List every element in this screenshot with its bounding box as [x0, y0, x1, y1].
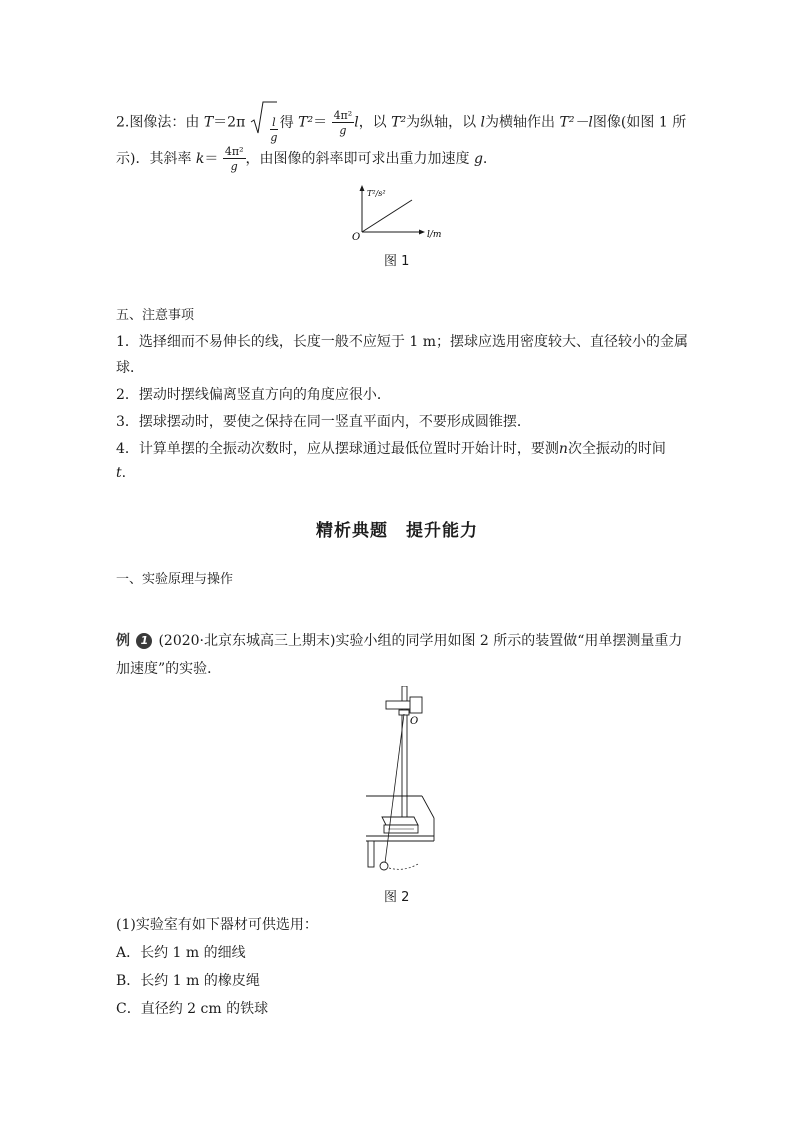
point-O-label: O [410, 716, 419, 727]
graph-line [362, 200, 412, 232]
table-leg [368, 841, 374, 867]
x-axis-arrow-icon [419, 230, 425, 235]
var-g-end: g [473, 151, 483, 167]
var-T: T [203, 114, 214, 131]
sqrt-num-l: l [272, 116, 276, 129]
method2-line2 [116, 146, 487, 172]
text-axis2: 为横轴作出 [485, 114, 556, 131]
eq-sign-2: ＝ [204, 151, 219, 167]
example-number-badge: 1 [136, 633, 152, 649]
text-mid: ，以 [358, 114, 387, 131]
section-heading: 精析典题 提升能力 [316, 521, 478, 541]
figure2-caption: 图 2 [384, 890, 410, 905]
example-line1 [116, 630, 682, 650]
var-t: t [116, 465, 122, 481]
text-axis1: 为纵轴，以 [406, 114, 477, 131]
graph-name: T²－l [559, 114, 593, 131]
example-line2: 加速度”的实验． [116, 661, 222, 677]
line2-end: ，由图像的斜率即可求出重力加速度 [245, 151, 470, 167]
table-right-edge [422, 796, 434, 818]
y-axis-arrow-icon [360, 185, 365, 191]
y-axis-label: T²/s² [367, 189, 386, 198]
figure2-apparatus [360, 686, 456, 880]
swing-arc [389, 864, 418, 869]
option-c: C．直径约 2 cm 的铁球 [116, 1001, 269, 1017]
section5-title: 五、注意事项 [116, 308, 195, 323]
var-k: k [195, 151, 205, 167]
item4-pre: 4．计算单摆的全振动次数时，应从摆球通过最低位置时开始计时，要测 [116, 441, 559, 457]
section5-item4-b [116, 465, 126, 481]
frac2-num: 4π² [224, 145, 244, 158]
eq-2pi: ＝2π [213, 114, 246, 131]
period: . [482, 151, 488, 167]
method2-line1 [116, 100, 686, 145]
frac-num-4pi2: 4π² [333, 108, 353, 122]
method2-prefix: 2.图像法：由 [116, 114, 200, 131]
part1-title: 一、实验原理与操作 [116, 572, 234, 587]
line2-start: 示)．其斜率 [116, 151, 192, 167]
sqrt-den-g: g [270, 131, 278, 144]
option-b: B．长约 1 m 的橡皮绳 [116, 973, 260, 989]
figure1-graph [340, 182, 450, 244]
figure1-caption: 图 1 [384, 254, 410, 269]
x-axis-label: l/m [427, 230, 442, 240]
frac-den-g: g [339, 123, 347, 137]
example-text1: (2020·北京东城高三上期末)实验小组的同学用如图 2 所示的装置做“用单摆测量重力 [158, 633, 683, 649]
clamp-block [410, 697, 422, 713]
section5-item2: 2．摆动时摆线偏离竖直方向的角度应很小． [116, 387, 391, 403]
item4-end: . [121, 465, 127, 481]
pendulum-bob [380, 862, 388, 870]
var-T2-b: T² [391, 114, 407, 131]
frac2-den: g [230, 160, 238, 173]
var-n: n [558, 441, 568, 457]
stand-base-top [382, 817, 418, 825]
section5-item3: 3．摆球摆动时，要使之保持在同一竖直平面内，不要形成圆锥摆． [116, 414, 531, 430]
section5-item1-a: 1．选择细而不易伸长的线，长度一般不应短于 1 m；摆球应选用密度较大、直径较小的金属 [116, 334, 688, 350]
eq-sign: ＝ [313, 114, 328, 131]
section5-item1-b: 球． [116, 360, 144, 376]
var-l-b: l [480, 114, 486, 131]
section5-item4-a [116, 438, 666, 458]
question1-stem: (1)实验室有如下器材可供选用： [116, 917, 318, 933]
var-l: l [354, 114, 359, 131]
origin-label: O [352, 232, 361, 243]
var-T2: T² [298, 114, 314, 131]
item4-post: 次全振动的时间 [567, 441, 666, 457]
example-label: 例 [116, 633, 130, 649]
option-a: A．长约 1 m 的细线 [116, 945, 246, 961]
text-de: 得 [279, 114, 294, 131]
text-end: 图像(如图 1 所 [592, 114, 687, 131]
